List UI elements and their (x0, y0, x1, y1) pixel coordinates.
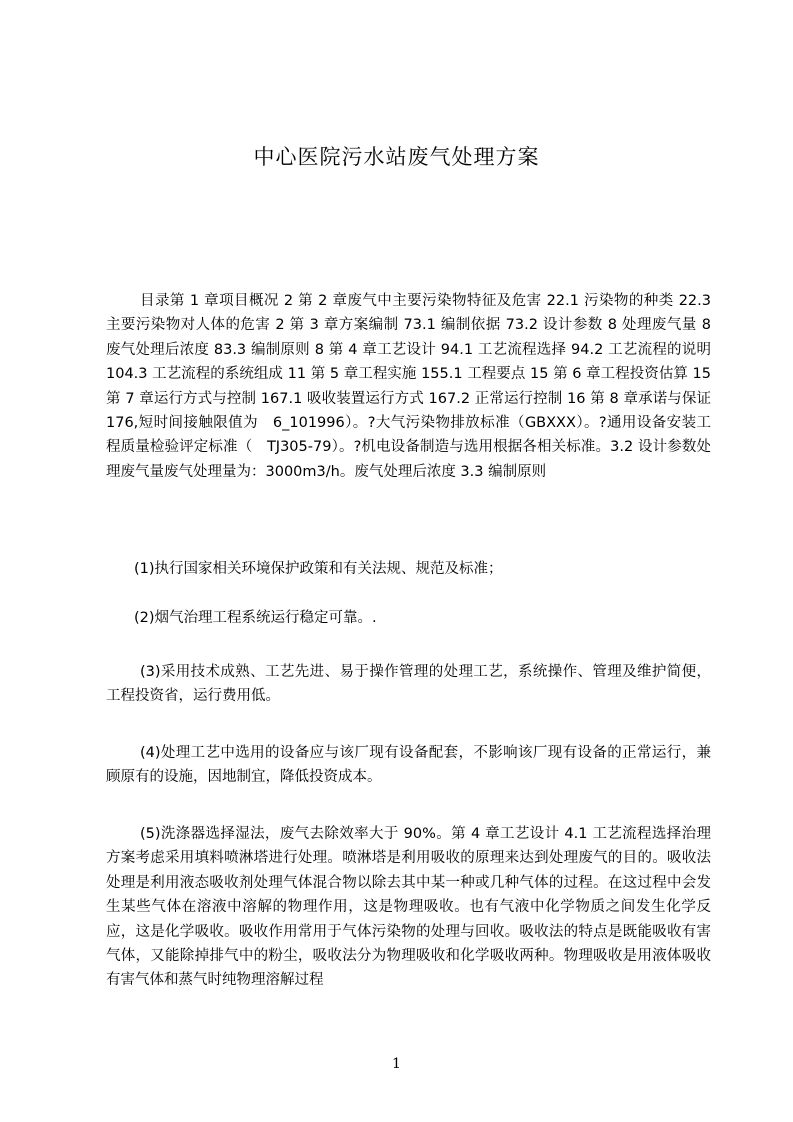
principle-paragraph-5: (5)洗涤器选择湿法，废气去除效率大于 90%。第 4 章工艺设计 4.1 工艺流程选择治理方案考虑采用填料喷淋塔进行处理。喷淋塔是利用吸收的原理来达到处理废气的目的。吸收法处理是利用液态吸收剂处理气体混合物以除去其中某一种或几种气体的过程。在这过程中会发生某些气体在溶液中溶解的物理作用，这是物理吸收。也有气液中化学物质之间发生化学反应，这是化学吸收。吸收作用常用于气体污染物的处理与回收。吸收法的特点是既能吸收有害气体，又能除掉排气中的粉尘，吸收法分为物理吸收和化学吸收两种。物理吸收是用液体吸收有害气体和蒸气时纯物理溶解过程 (106, 826, 711, 989)
principle-paragraph-3: (3)采用技术成熟、工艺先进、易于操作管理的处理工艺，系统操作、管理及维护简便，工程投资省，运行费用低。 (106, 664, 711, 705)
page-number: 1 (392, 1056, 401, 1072)
principle-paragraph-4: (4)处理工艺中选用的设备应与该厂现有设备配套，不影响该厂现有设备的正常运行，兼顾原有的设施，因地制宜，降低投资成本。 (106, 745, 711, 786)
document-title: 中心医院污水站废气处理方案 (253, 145, 540, 169)
toc-paragraph: 目录第 1 章项目概况 2 第 2 章废气中主要污染物特征及危害 22.1 污染物的种类 22.3 主要污染物对人体的危害 2 第 3 章方案编制 73.1 编制依据 73.2 设计参数 8 处理废气量 8 废气处理后浓度 83.3 编制原则 8 第 4 章工艺设计 94.1 工艺流程选择 94.2 工艺流程的说明 104.3 工艺流程的系统组成 11 第 5 章工程实施 155.1 工程要点 15 第 6 章工程投资估算 15 第 7 章运行方式与控制 167.1 吸收装置运行方式 167.2 正常运行控制 16 第 8 章承诺与保证 176,短时间接触限值为 6_101996）。?大气污染物排放标准（GBXXX）。?通用设备安装工程质量检验评定标准（ TJ305-79）。?机电设备制造与选用根据各相关标准。3.2 设计参数处理废气量废气处理量为：3000m3/h。废气处理后浓度 3.3 编制原则 (106, 293, 711, 480)
principle-paragraph-1: (1)执行国家相关环境保护政策和有关法规、规范及标准； (134, 561, 503, 577)
principle-paragraph-2: (2)烟气治理工程系统运行稳定可靠。. (134, 610, 377, 626)
